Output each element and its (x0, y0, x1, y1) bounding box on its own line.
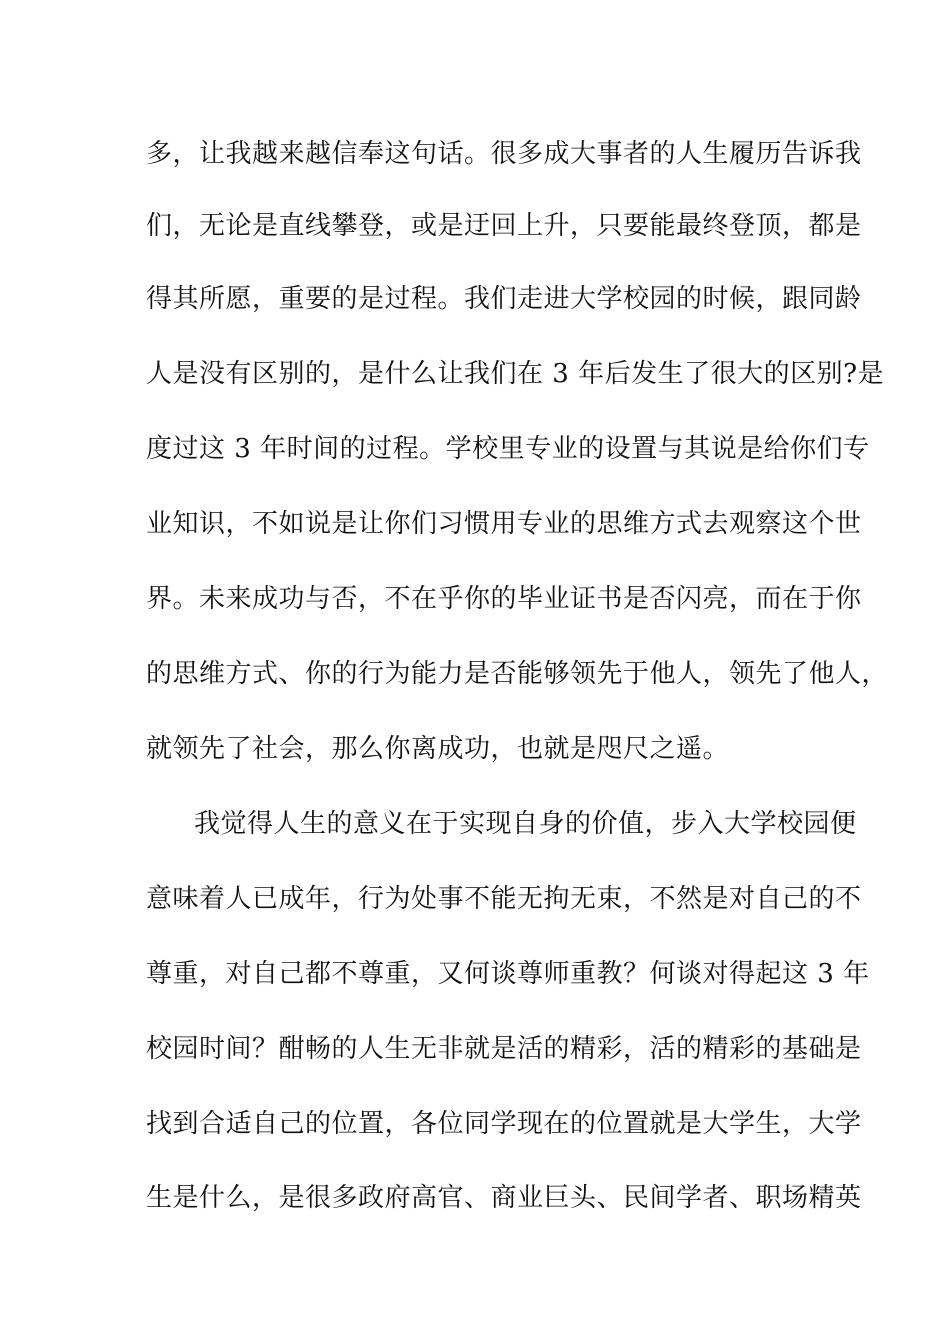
paragraph-first-line: 我觉得人生的意义在于实现自身的价值，步入大学校园便 (194, 809, 857, 839)
text-line: 就领先了社会，那么你离成功，也就是咫尺之遥。 (146, 734, 730, 764)
text-line: 意味着人已成年，行为处事不能无拘无束，不然是对自己的不 (146, 884, 862, 914)
text-line: 界。未来成功与否，不在乎你的毕业证书是否闪亮，而在于你 (146, 584, 862, 614)
text-line: 度过这 3 年时间的过程。学校里专业的设置与其说是给你们专 (146, 434, 870, 464)
text-line: 找到合适自己的位置，各位同学现在的位置就是大学生，大学 (146, 1109, 862, 1139)
text-line: 多，让我越来越信奉这句话。很多成大事者的人生履历告诉我 (146, 139, 862, 169)
text-line: 校园时间？酣畅的人生无非就是活的精彩，活的精彩的基础是 (146, 1034, 862, 1064)
text-line: 尊重，对自己都不尊重，又何谈尊师重教？何谈对得起这 3 年 (146, 959, 870, 989)
text-line: 人是没有区别的，是什么让我们在 3 年后发生了很大的区别?是 (146, 359, 885, 389)
text-line: 得其所愿，重要的是过程。我们走进大学校园的时候，跟同龄 (146, 284, 862, 314)
text-line: 们，无论是直线攀登，或是迂回上升，只要能最终登顶，都是 (146, 211, 862, 241)
text-line: 生是什么，是很多政府高官、商业巨头、民间学者、职场精英 (146, 1183, 862, 1213)
text-line: 的思维方式、你的行为能力是否能够领先于他人，领先了他人， (146, 659, 889, 689)
text-line: 业知识，不如说是让你们习惯用专业的思维方式去观察这个世 (146, 509, 862, 539)
